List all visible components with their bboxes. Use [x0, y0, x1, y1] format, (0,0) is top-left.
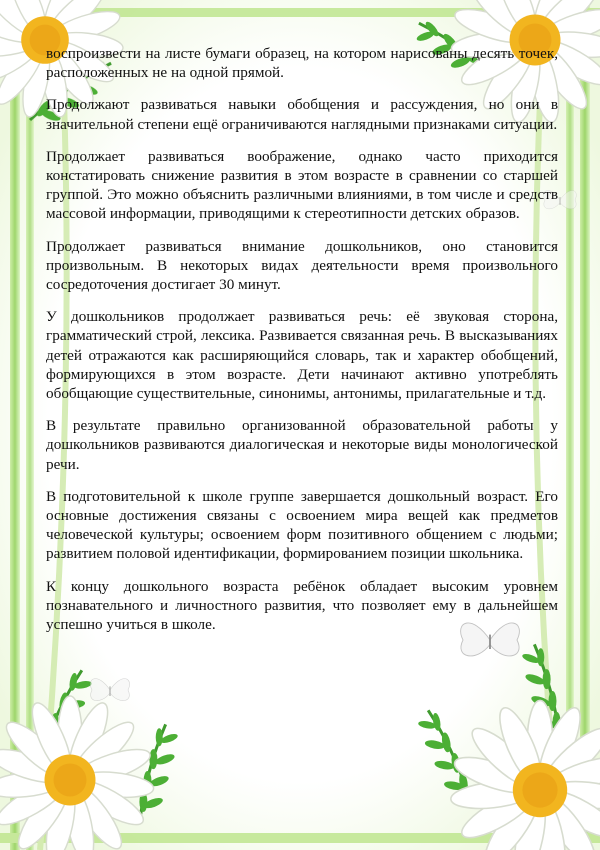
paragraph-7: В подготовительной к школе группе завершается дошкольный возраст. Его основные достижения связаны с освоением мира вещей как предметов человеческой культуры; освоением форм позитивного общением с людьми; развитием половой идентификации, формированием позиции школьника.	[46, 487, 558, 563]
paragraph-1: воспроизвести на листе бумаги образец, на котором нарисованы десять точек, расположенных не на одной прямой.	[46, 45, 558, 82]
paragraph-3: Продолжает развиваться воображение, однако часто приходится констатировать снижение развития в этом возрасте в сравнении со старшей группой. Это можно объяснить различными влияниями, в том числе и средств массовой информации, приводящими к стереотипности детских образов.	[46, 147, 558, 223]
paragraph-2: Продолжают развиваться навыки обобщения и рассуждения, но они в значительной степени ещё ограничиваются наглядными признаками ситуации.	[46, 96, 558, 133]
paragraph-5: У дошкольников продолжает развиваться речь: её звуковая сторона, грамматический строй, лексика. Развивается связанная речь. В высказываниях детей отражаются как расширяющийся словарь, так и характер обобщений, формирующихся в этом возрасте. Дети начинают активно употреблять обобщающие существительные, синонимы, антонимы, прилагательные и т.д.	[46, 308, 558, 403]
document-body	[46, 44, 558, 647]
paragraph-8: К концу дошкольного возраста ребёнок обладает высоким уровнем познавательного и личностного развития, что позволяет ему в дальнейшем успешно учиться в школе.	[46, 577, 558, 634]
paragraph-4: Продолжает развиваться внимание дошкольников, оно становится произвольным. В некоторых видах деятельности время произвольного сосредоточения достигает 30 минут.	[46, 237, 558, 294]
paragraph-6: В результате правильно организованной образовательной работы у дошкольников развиваются диалогическая и некоторые виды монологической речи.	[46, 417, 558, 473]
